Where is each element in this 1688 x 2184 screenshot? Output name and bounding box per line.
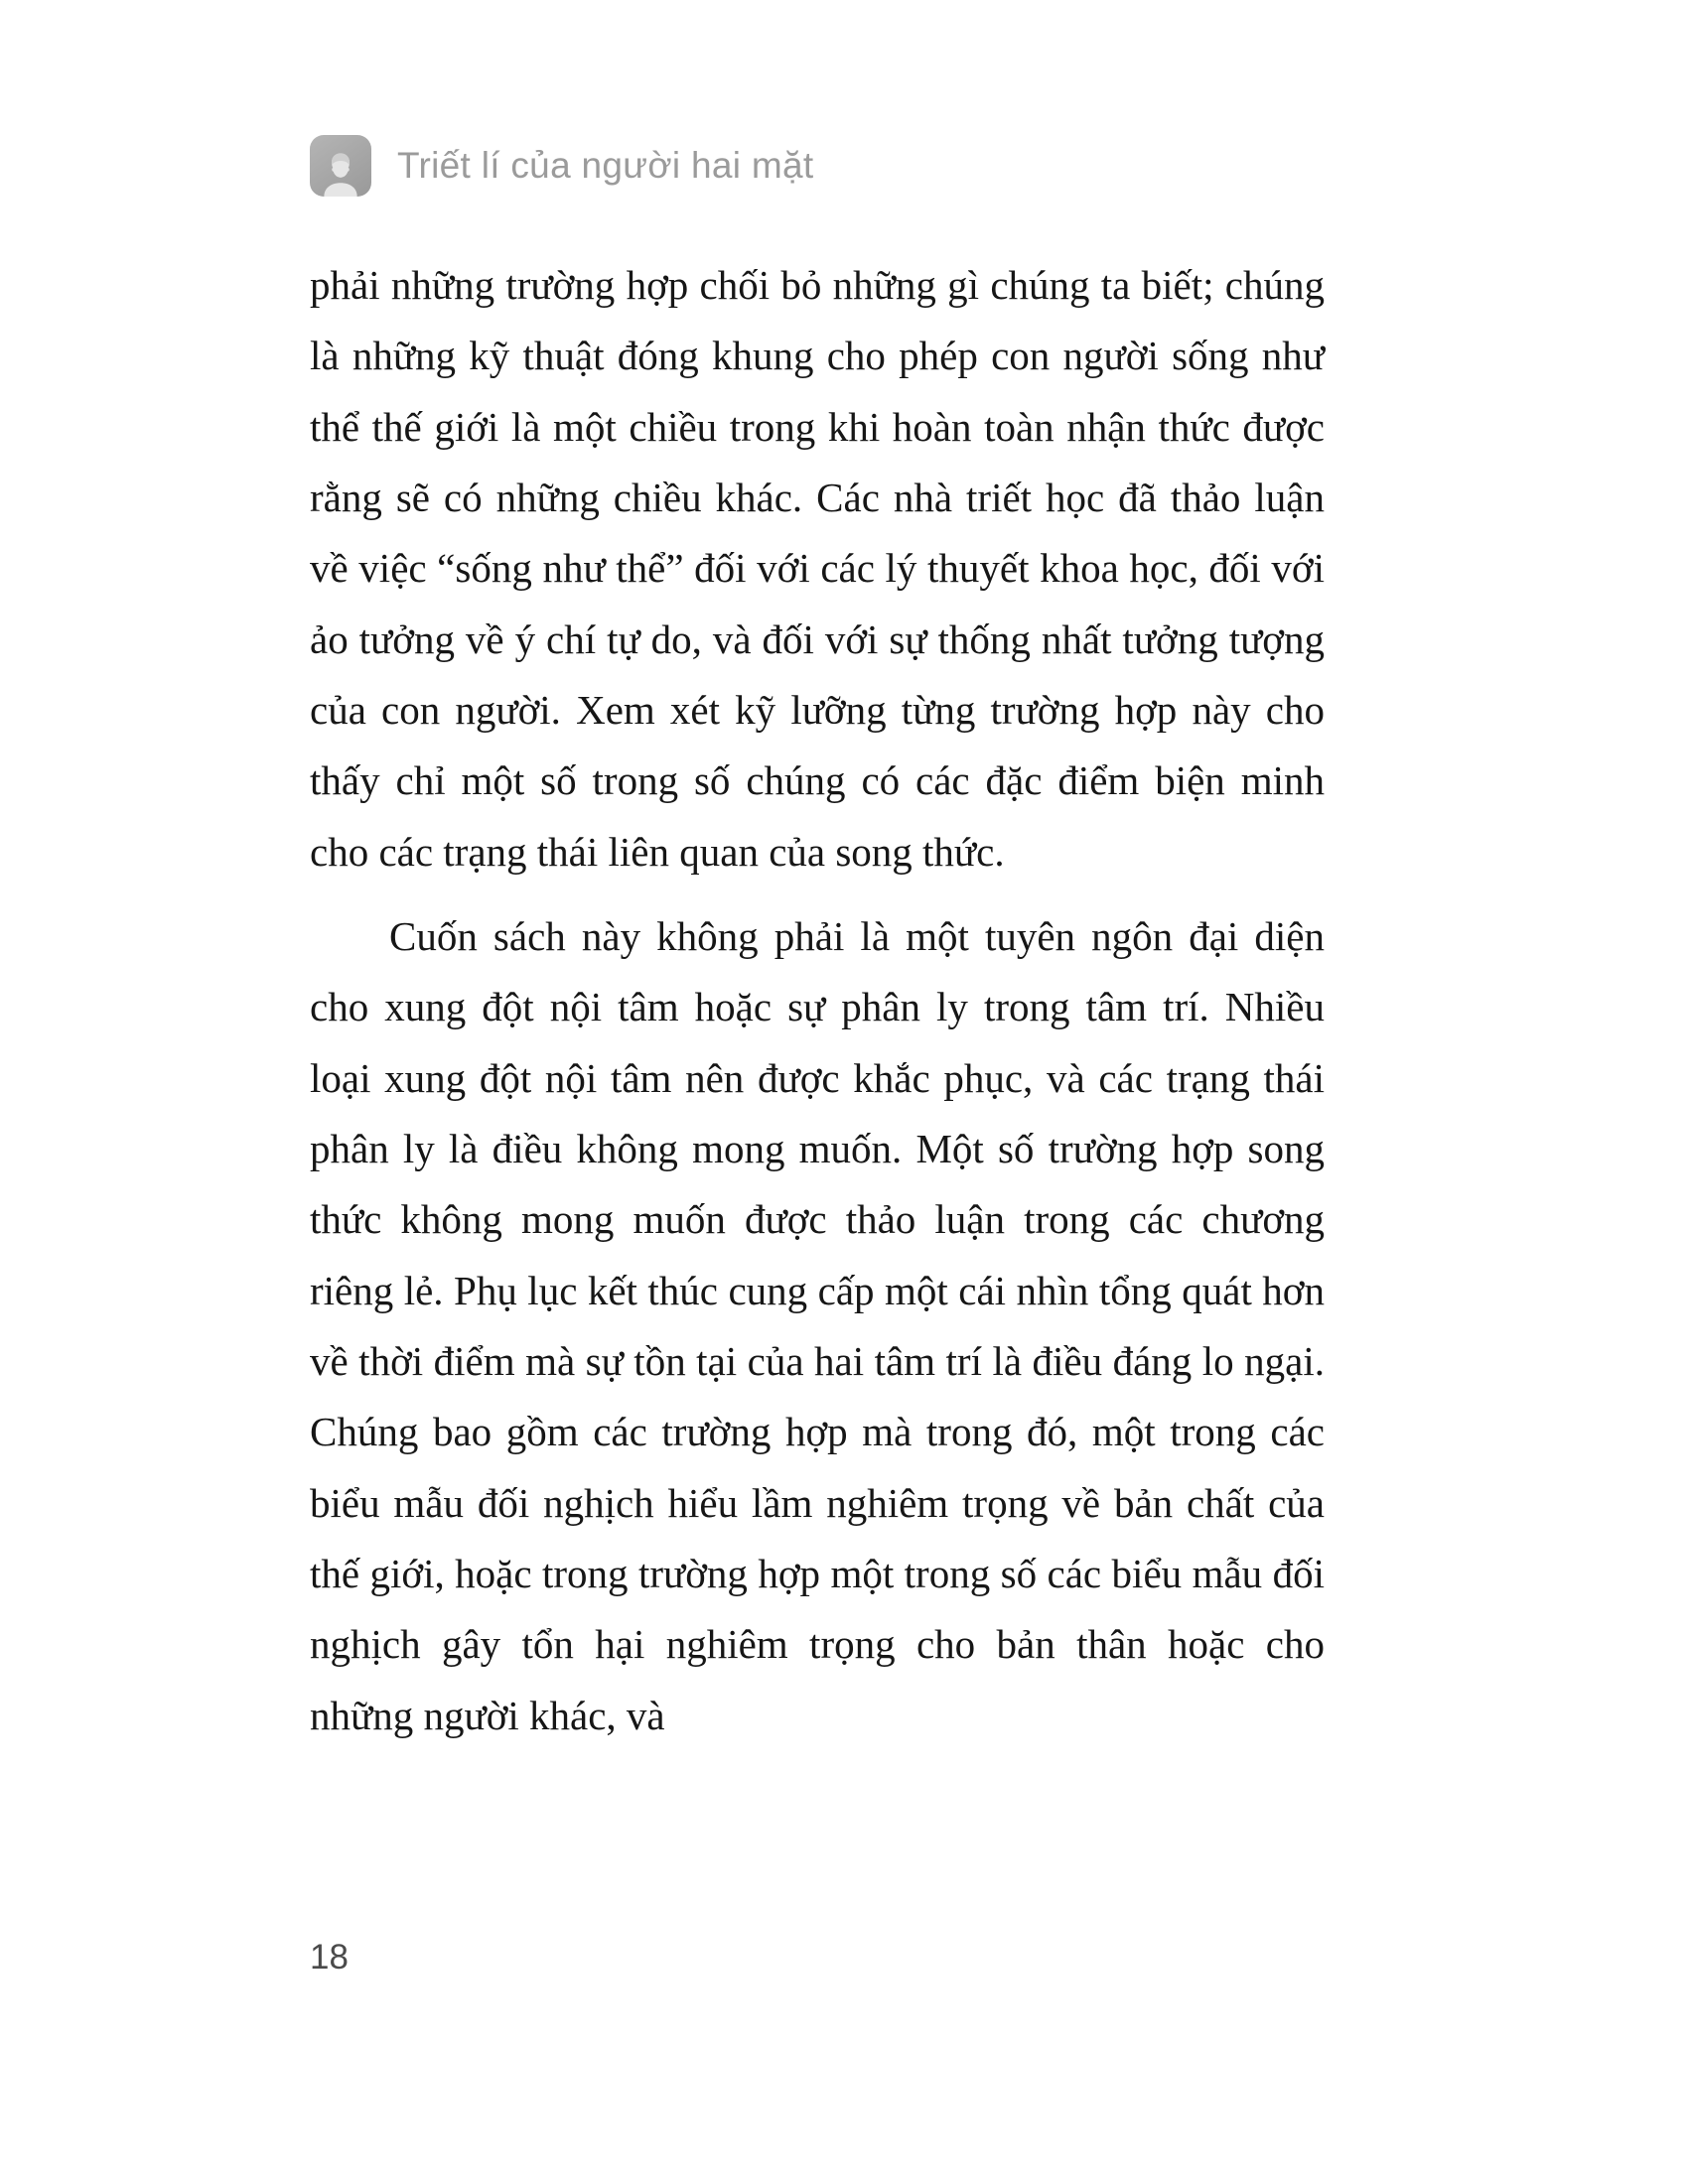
running-header <box>310 135 813 197</box>
body-text <box>310 250 1325 1751</box>
paragraph: phải những trường hợp chối bỏ những gì chúng ta biết; chúng là những kỹ thuật đóng khung cho phép con người sống như thể thế giới là một chiều trong khi hoàn toàn nhận thức được rằng sẽ có những chiều khác. Các nhà triết học đã thảo luận về việc “sống như thể” đối với các lý thuyết khoa học, đối với ảo tưởng về ý chí tự do, và đối với sự thống nhất tưởng tượng của con người. Xem xét kỹ lưỡng từng trường hợp này cho thấy chỉ một số trong số chúng có các đặc điểm biện minh cho các trạng thái liên quan của song thức. <box>310 262 1325 875</box>
book-title: Triết lí của người hai mặt <box>397 145 814 186</box>
face-portrait-icon <box>316 147 365 197</box>
paragraph: Cuốn sách này không phải là một tuyên ngôn đại diện cho xung đột nội tâm hoặc sự phân ly trong tâm trí. Nhiều loại xung đột nội tâm nên được khắc phục, và các trạng thái phân ly là điều không mong muốn. Một số trường hợp song thức không mong muốn được thảo luận trong các chương riêng lẻ. Phụ lục kết thúc cung cấp một cái nhìn tổng quát hơn về thời điểm mà sự tồn tại của hai tâm trí là điều đáng lo ngại. Chúng bao gồm các trường hợp mà trong đó, một trong các biểu mẫu đối nghịch hiểu lầm nghiêm trọng về bản chất của thế giới, hoặc trong trường hợp một trong số các biểu mẫu đối nghịch gây tổn hại nghiêm trọng cho bản thân hoặc cho những người khác, và <box>310 912 1325 1738</box>
book-logo-icon <box>310 135 371 197</box>
page-number: 18 <box>310 1938 349 1977</box>
